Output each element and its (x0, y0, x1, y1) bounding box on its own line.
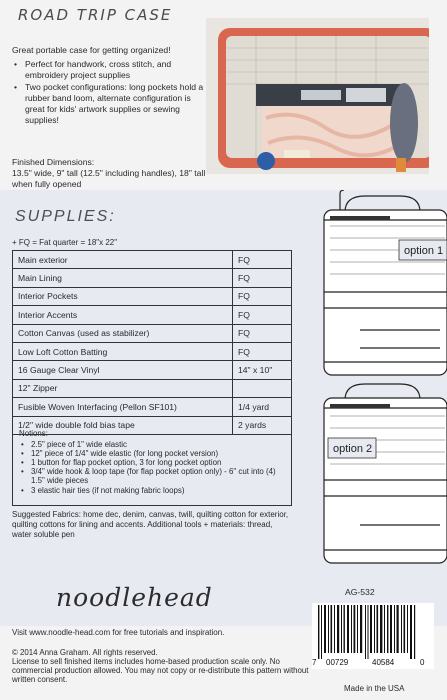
notions-list (19, 440, 285, 495)
supplies-title: SUPPLIES: (15, 208, 116, 225)
pattern-title: ROAD TRIP CASE (18, 6, 173, 24)
barcode-digits-b: 40584 (372, 658, 395, 667)
license-text: License to sell finished items includes home-based production scale only. No commercial production allowed. You may not copy or re-distribute this pattern without written consent. (12, 657, 309, 684)
finished-label: Finished Dimensions: (12, 157, 95, 167)
finished-dimensions (12, 157, 212, 190)
barcode-bars (312, 603, 434, 669)
product-photo-illustration (206, 18, 429, 174)
made-in-usa: Made in the USA (344, 684, 405, 693)
list-item: • 3 elastic hair ties (if not making fabric loops) (19, 486, 285, 495)
list-item: • 3/4" wide hook & loop tape (for flap pocket option only) - 6" cut into (4) 1.5" wide pieces (19, 467, 285, 485)
option-1-label: option 1 (404, 245, 444, 257)
table-row (13, 361, 292, 379)
supplies-table (12, 250, 292, 435)
supply-qty: FQ (233, 287, 292, 305)
supply-item: Interior Accents (13, 306, 233, 324)
table-row (13, 324, 292, 342)
supply-item: 16 Gauge Clear Vinyl (13, 361, 233, 379)
list-item: • 2.5" piece of 1" wide elastic (19, 440, 285, 449)
supply-qty: 14" x 10" (233, 361, 292, 379)
supply-qty: 2 yards (233, 416, 292, 434)
supply-item: 1/2" wide double fold bias tape (13, 416, 233, 434)
supply-item: Main exterior (13, 251, 233, 269)
product-photo (206, 18, 429, 174)
barcode-digit-right: 0 (420, 658, 425, 667)
barcode (312, 603, 434, 669)
brand-logo: noodlehead (56, 583, 213, 612)
pattern-code: AG-532 (345, 587, 375, 597)
option-diagram-svg (300, 190, 447, 626)
table-row (13, 269, 292, 287)
supply-item: Low Loft Cotton Batting (13, 342, 233, 360)
barcode-digits-a: 00729 (326, 658, 349, 667)
supply-qty: FQ (233, 306, 292, 324)
intro-section (12, 45, 212, 127)
supply-qty: FQ (233, 342, 292, 360)
intro-text: Great portable case for getting organized! (12, 45, 171, 55)
supply-qty: FQ (233, 251, 292, 269)
table-row (13, 398, 292, 416)
supply-item: Cotton Canvas (used as stabilizer) (13, 324, 233, 342)
fat-quarter-note: + FQ = Fat quarter = 18"x 22" (12, 238, 118, 247)
supply-item: Fusible Woven Interfacing (Pellon SF101) (13, 398, 233, 416)
table-row (13, 306, 292, 324)
table-row (13, 342, 292, 360)
table-row (13, 379, 292, 397)
copyright-block (12, 648, 312, 684)
supply-qty (233, 379, 292, 397)
barcode-digit-left: 7 (312, 658, 317, 667)
supply-qty: 1/4 yard (233, 398, 292, 416)
table-row (13, 287, 292, 305)
supply-item: Interior Pockets (13, 287, 233, 305)
table-row (13, 251, 292, 269)
supply-qty: FQ (233, 324, 292, 342)
notions-label: Notions: (19, 429, 48, 438)
finished-text: 13.5" wide, 9" tall (12.5" including handles), 18" tall when fully opened (12, 168, 206, 189)
suggested-fabrics: Suggested Fabrics: home dec, denim, canvas, twill, quilting cotton for exterior, quilting cottons for lining and accents. Additional tools + materials: thread, water soluble pen (12, 510, 289, 539)
supply-item: 12" Zipper (13, 379, 233, 397)
intro-bullet: • Perfect for handwork, cross stitch, and embroidery project supplies (12, 59, 212, 81)
intro-bullets (12, 59, 212, 126)
list-item: • 1 button for flap pocket option, 3 for long pocket option (19, 458, 285, 467)
list-item: • 12" piece of 1/4" wide elastic (for long pocket version) (19, 449, 285, 458)
option-2-label: option 2 (333, 443, 373, 455)
supply-qty: FQ (233, 269, 292, 287)
intro-bullet: • Two pocket configurations: long pockets hold a rubber band loom, alternate configuration is great for kids' artwork supplies or sewing supplies! (12, 82, 212, 126)
notions-box (12, 426, 292, 506)
pocket-option-diagrams (300, 190, 447, 626)
supply-item: Main Lining (13, 269, 233, 287)
visit-text: Visit www.noodle-head.com for free tutorials and inspiration. (12, 628, 225, 637)
copyright-text: © 2014 Anna Graham. All rights reserved. (12, 648, 158, 657)
